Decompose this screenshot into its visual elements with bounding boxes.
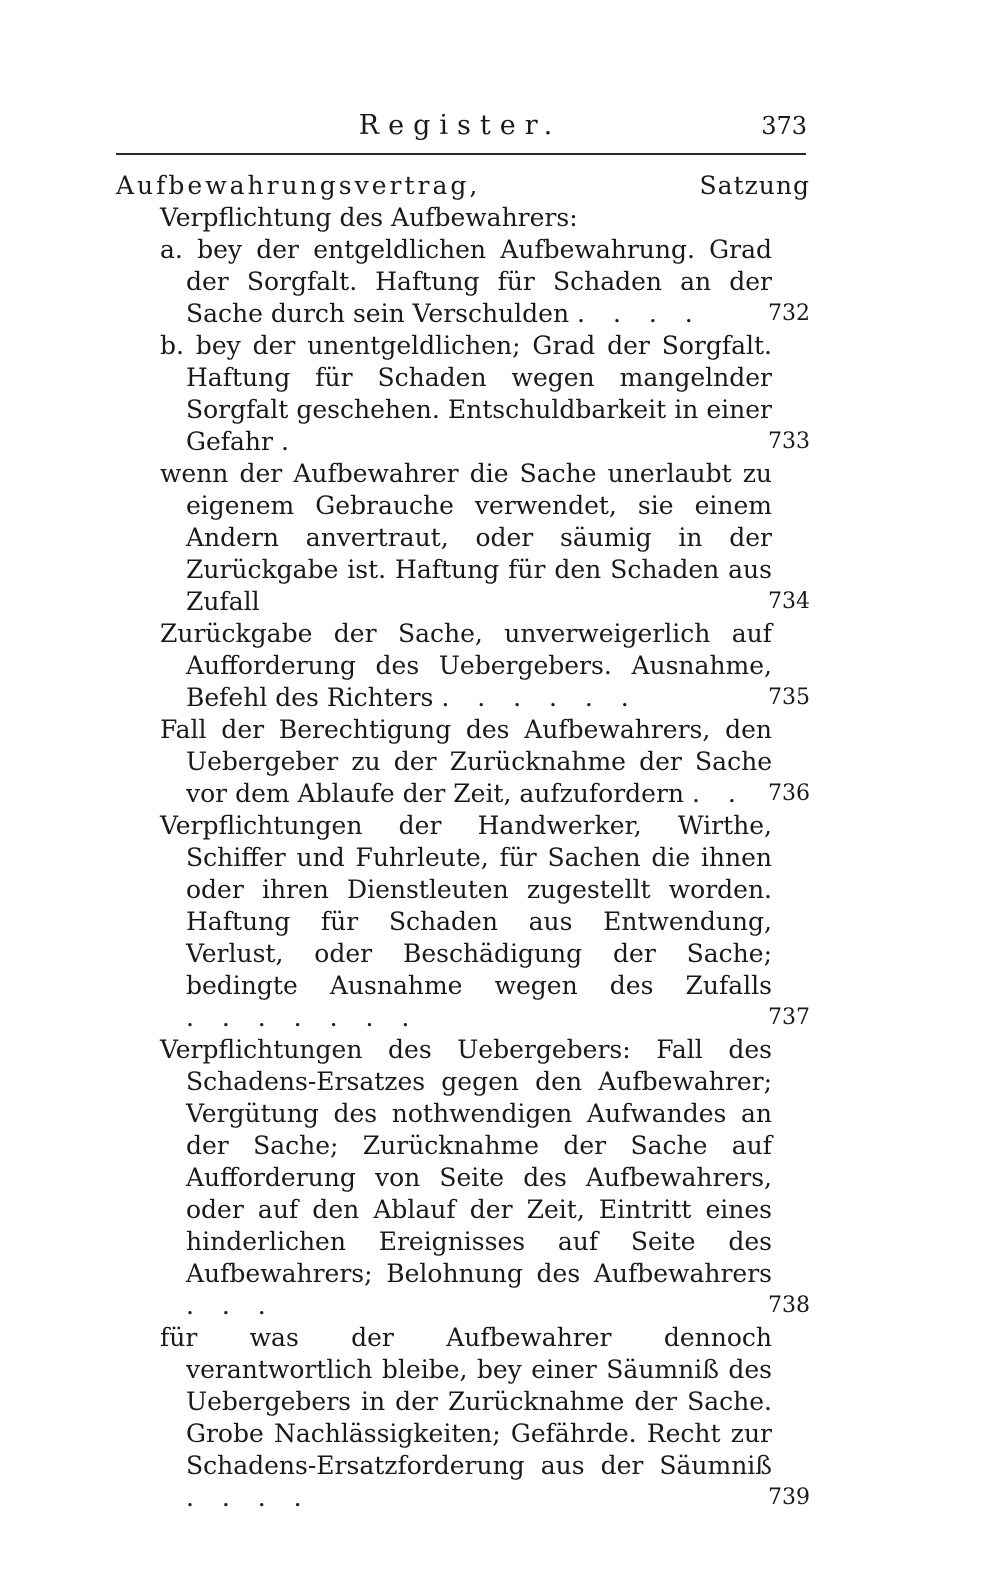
section-reference: 737: [768, 1005, 810, 1030]
entry-text: Verpflichtungen der Handwerker, Wirthe, Schiffer und Fuhrleute, für Sachen die ihnen oder ihren Dienstleuten zugestellt worden. Haftung für Schaden aus Entwendung, Verlust, oder Beschädigung der Sache; bedingte Ausnahme wegen des Zufalls: [160, 811, 772, 1000]
section-reference: 732: [768, 301, 810, 326]
entry-text: Fall der Berechtigung des Aufbewahrers, den Uebergeber zu der Zurücknahme der Sache vor dem Ablaufe der Zeit, aufzufordern: [160, 715, 772, 808]
index-entry: [116, 234, 810, 330]
leader-dots: . . . .: [186, 1483, 312, 1512]
index-heading-row: [116, 170, 810, 202]
leader-dots: . . .: [186, 1291, 276, 1320]
entry-text: Zurückgabe der Sache, unverweigerlich auf Aufforderung des Uebergebers. Ausnahme, Befehl des Richters: [160, 619, 772, 712]
running-head: [0, 108, 1000, 148]
index-entry: [116, 330, 810, 458]
index-entry: [116, 810, 810, 1034]
index-entry: [116, 1034, 810, 1322]
entry-text: Verpflichtungen des Uebergebers: Fall des Schadens-Ersatzes gegen den Aufbewahrer; Vergütung des nothwendigen Aufwandes an der Sache; Zurücknahme der Sache auf Aufforderung von Seite des Aufbewahrers, oder auf den Ablauf der Zeit, Eintritt eines hinderlichen Ereignisses auf Seite des Aufbewahrers; Belohnung des Aufbewahrers: [160, 1035, 772, 1288]
entry-text: b. bey der unentgeldlichen; Grad der Sorgfalt. Haftung für Schaden wegen mangelnder Sorgfalt geschehen. Entschuldbarkeit in einer Gefahr: [160, 331, 772, 456]
section-reference: 738: [768, 1293, 810, 1318]
index-content: [116, 170, 810, 1514]
section-reference: 739: [768, 1485, 810, 1510]
section-reference: 733: [768, 429, 810, 454]
index-entry: [116, 714, 810, 810]
running-head-title: Register.: [358, 110, 562, 141]
section-reference: 735: [768, 685, 810, 710]
page-number: 373: [761, 112, 807, 140]
index-heading: Aufbewahrungsvertrag,: [116, 171, 481, 200]
section-reference: 736: [768, 781, 810, 806]
entry-text: für was der Aufbewahrer dennoch verantwortlich bleibe, bey einer Säumniß des Uebergebers in der Zurücknahme der Sache. Grobe Nachlässigkeiten; Gefährde. Recht zur Schadens-Ersatzforderung aus der Säumniß: [160, 1323, 772, 1480]
index-entry: [116, 618, 810, 714]
leader-dots: . . . . . .: [441, 683, 639, 712]
header-rule: [116, 153, 806, 155]
entry-text: a. bey der entgeldlichen Aufbewahrung. Grad der Sorgfalt. Haftung für Schaden an der Sache durch sein Verschulden: [160, 235, 772, 328]
entry-text: wenn der Aufbewahrer die Sache unerlaubt zu eigenem Gebrauche verwendet, sie einem Andern anvertraut, oder säumig in der Zurückgabe ist. Haftung für den Schaden aus Zufall: [160, 459, 772, 616]
leader-dots: . .: [691, 779, 746, 808]
section-reference: 734: [768, 589, 810, 614]
leader-dots: . . . .: [577, 299, 703, 328]
leader-dots: .: [280, 427, 299, 456]
column-label: Satzung: [699, 171, 810, 200]
index-entry: [116, 1322, 810, 1514]
index-entry: [116, 458, 810, 618]
index-subheading: Verpflichtung des Aufbewahrers:: [160, 203, 578, 232]
leader-dots: . . . . . . .: [186, 1003, 420, 1032]
